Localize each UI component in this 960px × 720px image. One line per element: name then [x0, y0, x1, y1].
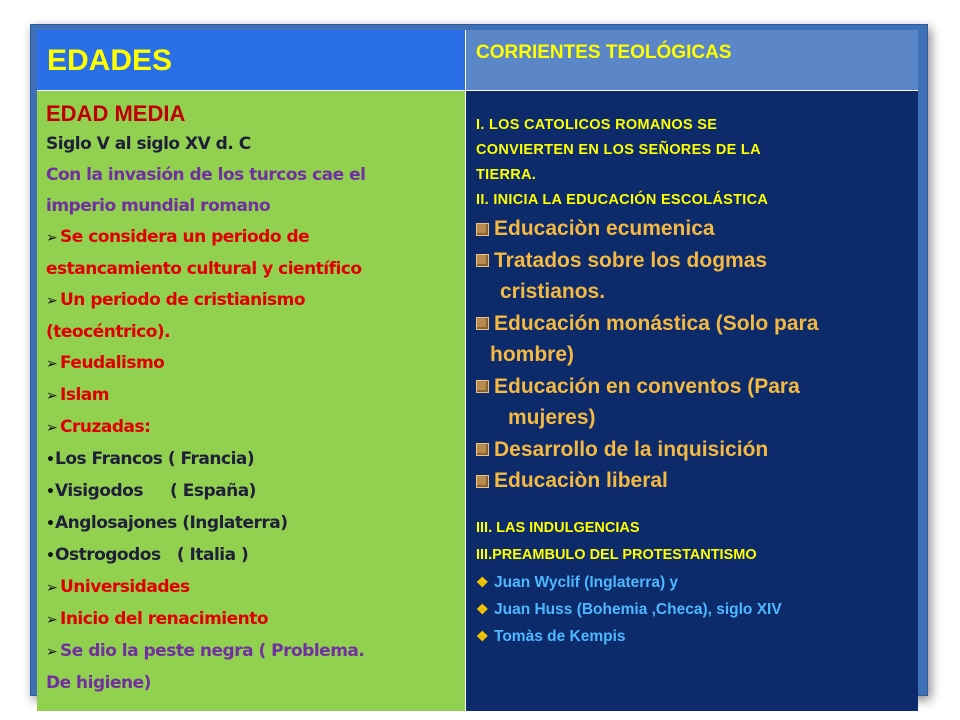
- item-dogmas: Tratados sobre los dogmas: [476, 245, 916, 277]
- header-edades: [37, 30, 465, 91]
- bullet-cristianismo: ➢ Un periodo de cristianismo: [46, 285, 464, 317]
- arrow-bullet-icon: ➢: [46, 293, 58, 309]
- item-kempis: ❖ Tomàs de Kempis: [476, 623, 916, 650]
- diamond-bullet-icon: ❖: [476, 627, 489, 644]
- diamond-bullet-icon: ❖: [476, 573, 489, 590]
- bullet-renacimiento: ➢ Inicio del renacimiento: [46, 604, 464, 636]
- header-corrientes: [466, 30, 918, 91]
- arrow-bullet-icon: ➢: [46, 388, 58, 404]
- arrow-bullet-icon: ➢: [46, 612, 58, 628]
- section-catolicos-1: I. LOS CATOLICOS ROMANOS SE: [476, 117, 718, 133]
- item-wyclif: ❖ Juan Wyclif (Inglaterra) y: [476, 569, 916, 596]
- item-liberal: Educaciòn liberal: [476, 465, 916, 497]
- arrow-bullet-icon: ➢: [46, 580, 58, 596]
- round-bullet-icon: •: [46, 484, 55, 500]
- dot-visigodos: •Visigodos ( España): [46, 476, 464, 508]
- item-monastica-cont: hombre): [490, 343, 574, 366]
- item-conventos-cont: mujeres): [508, 406, 596, 429]
- square-bullet-icon: [476, 475, 489, 488]
- square-bullet-icon: [476, 254, 489, 267]
- edad-media-subtitle: Siglo V al siglo XV d. C: [46, 134, 251, 154]
- corrientes-content: [476, 113, 916, 650]
- bullet-cristianismo-cont: (teocéntrico).: [46, 322, 171, 342]
- header-edades-text: EDADES: [47, 44, 173, 77]
- section-protestantismo: III.PREAMBULO DEL PROTESTANTISMO: [476, 546, 757, 563]
- round-bullet-icon: •: [46, 516, 55, 532]
- square-bullet-icon: [476, 317, 489, 330]
- bullet-universidades: ➢ Universidades: [46, 572, 464, 604]
- section-catolicos-3: TIERRA.: [476, 167, 537, 183]
- round-bullet-icon: •: [46, 452, 55, 468]
- bullet-islam: ➢ Islam: [46, 380, 464, 412]
- edad-media-title: EDAD MEDIA: [46, 101, 186, 126]
- intro-line-1: Con la invasión de los turcos cae el: [46, 165, 366, 185]
- arrow-bullet-icon: ➢: [46, 420, 58, 436]
- header-corrientes-text: CORRIENTES TEOLÓGICAS: [476, 42, 732, 63]
- round-bullet-icon: •: [46, 548, 55, 564]
- section-indulgencias: III. LAS INDULGENCIAS: [476, 519, 640, 536]
- section-escolastica: II. INICIA LA EDUCACIÓN ESCOLÁSTICA: [476, 192, 769, 208]
- column-divider: [465, 30, 466, 711]
- diamond-bullet-icon: ❖: [476, 600, 489, 617]
- square-bullet-icon: [476, 443, 489, 456]
- bullet-estancamiento-cont: estancamiento cultural y científico: [46, 259, 362, 279]
- bullet-peste: ➢ Se dio la peste negra ( Problema.: [46, 636, 464, 668]
- item-ecumenica: Educaciòn ecumenica: [476, 213, 916, 245]
- bullet-peste-cont: De higiene): [46, 673, 151, 693]
- dot-francos: •Los Francos ( Francia): [46, 444, 464, 476]
- item-inquisicion: Desarrollo de la inquisición: [476, 434, 916, 466]
- spacer: [476, 497, 916, 515]
- item-dogmas-cont: cristianos.: [500, 280, 606, 303]
- arrow-bullet-icon: ➢: [46, 230, 58, 246]
- item-conventos: Educación en conventos (Para: [476, 371, 916, 403]
- corrientes-column: [466, 91, 918, 711]
- intro-line-2: imperio mundial romano: [46, 196, 271, 216]
- item-monastica: Educación monástica (Solo para: [476, 308, 916, 340]
- section-catolicos-2: CONVIERTEN EN LOS SEÑORES DE LA: [476, 142, 761, 158]
- item-huss: ❖ Juan Huss (Bohemia ,Checa), siglo XIV: [476, 596, 916, 623]
- arrow-bullet-icon: ➢: [46, 644, 58, 660]
- dot-ostrogodos: •Ostrogodos ( Italia ): [46, 540, 464, 572]
- dot-anglosajones: •Anglosajones (Inglaterra): [46, 508, 464, 540]
- edad-media-column: [37, 91, 465, 711]
- edad-media-content: [46, 99, 464, 699]
- arrow-bullet-icon: ➢: [46, 356, 58, 372]
- square-bullet-icon: [476, 223, 489, 236]
- bullet-estancamiento: ➢ Se considera un periodo de: [46, 222, 464, 254]
- square-bullet-icon: [476, 380, 489, 393]
- bullet-cruzadas: ➢ Cruzadas:: [46, 412, 464, 444]
- bullet-feudalismo: ➢ Feudalismo: [46, 348, 464, 380]
